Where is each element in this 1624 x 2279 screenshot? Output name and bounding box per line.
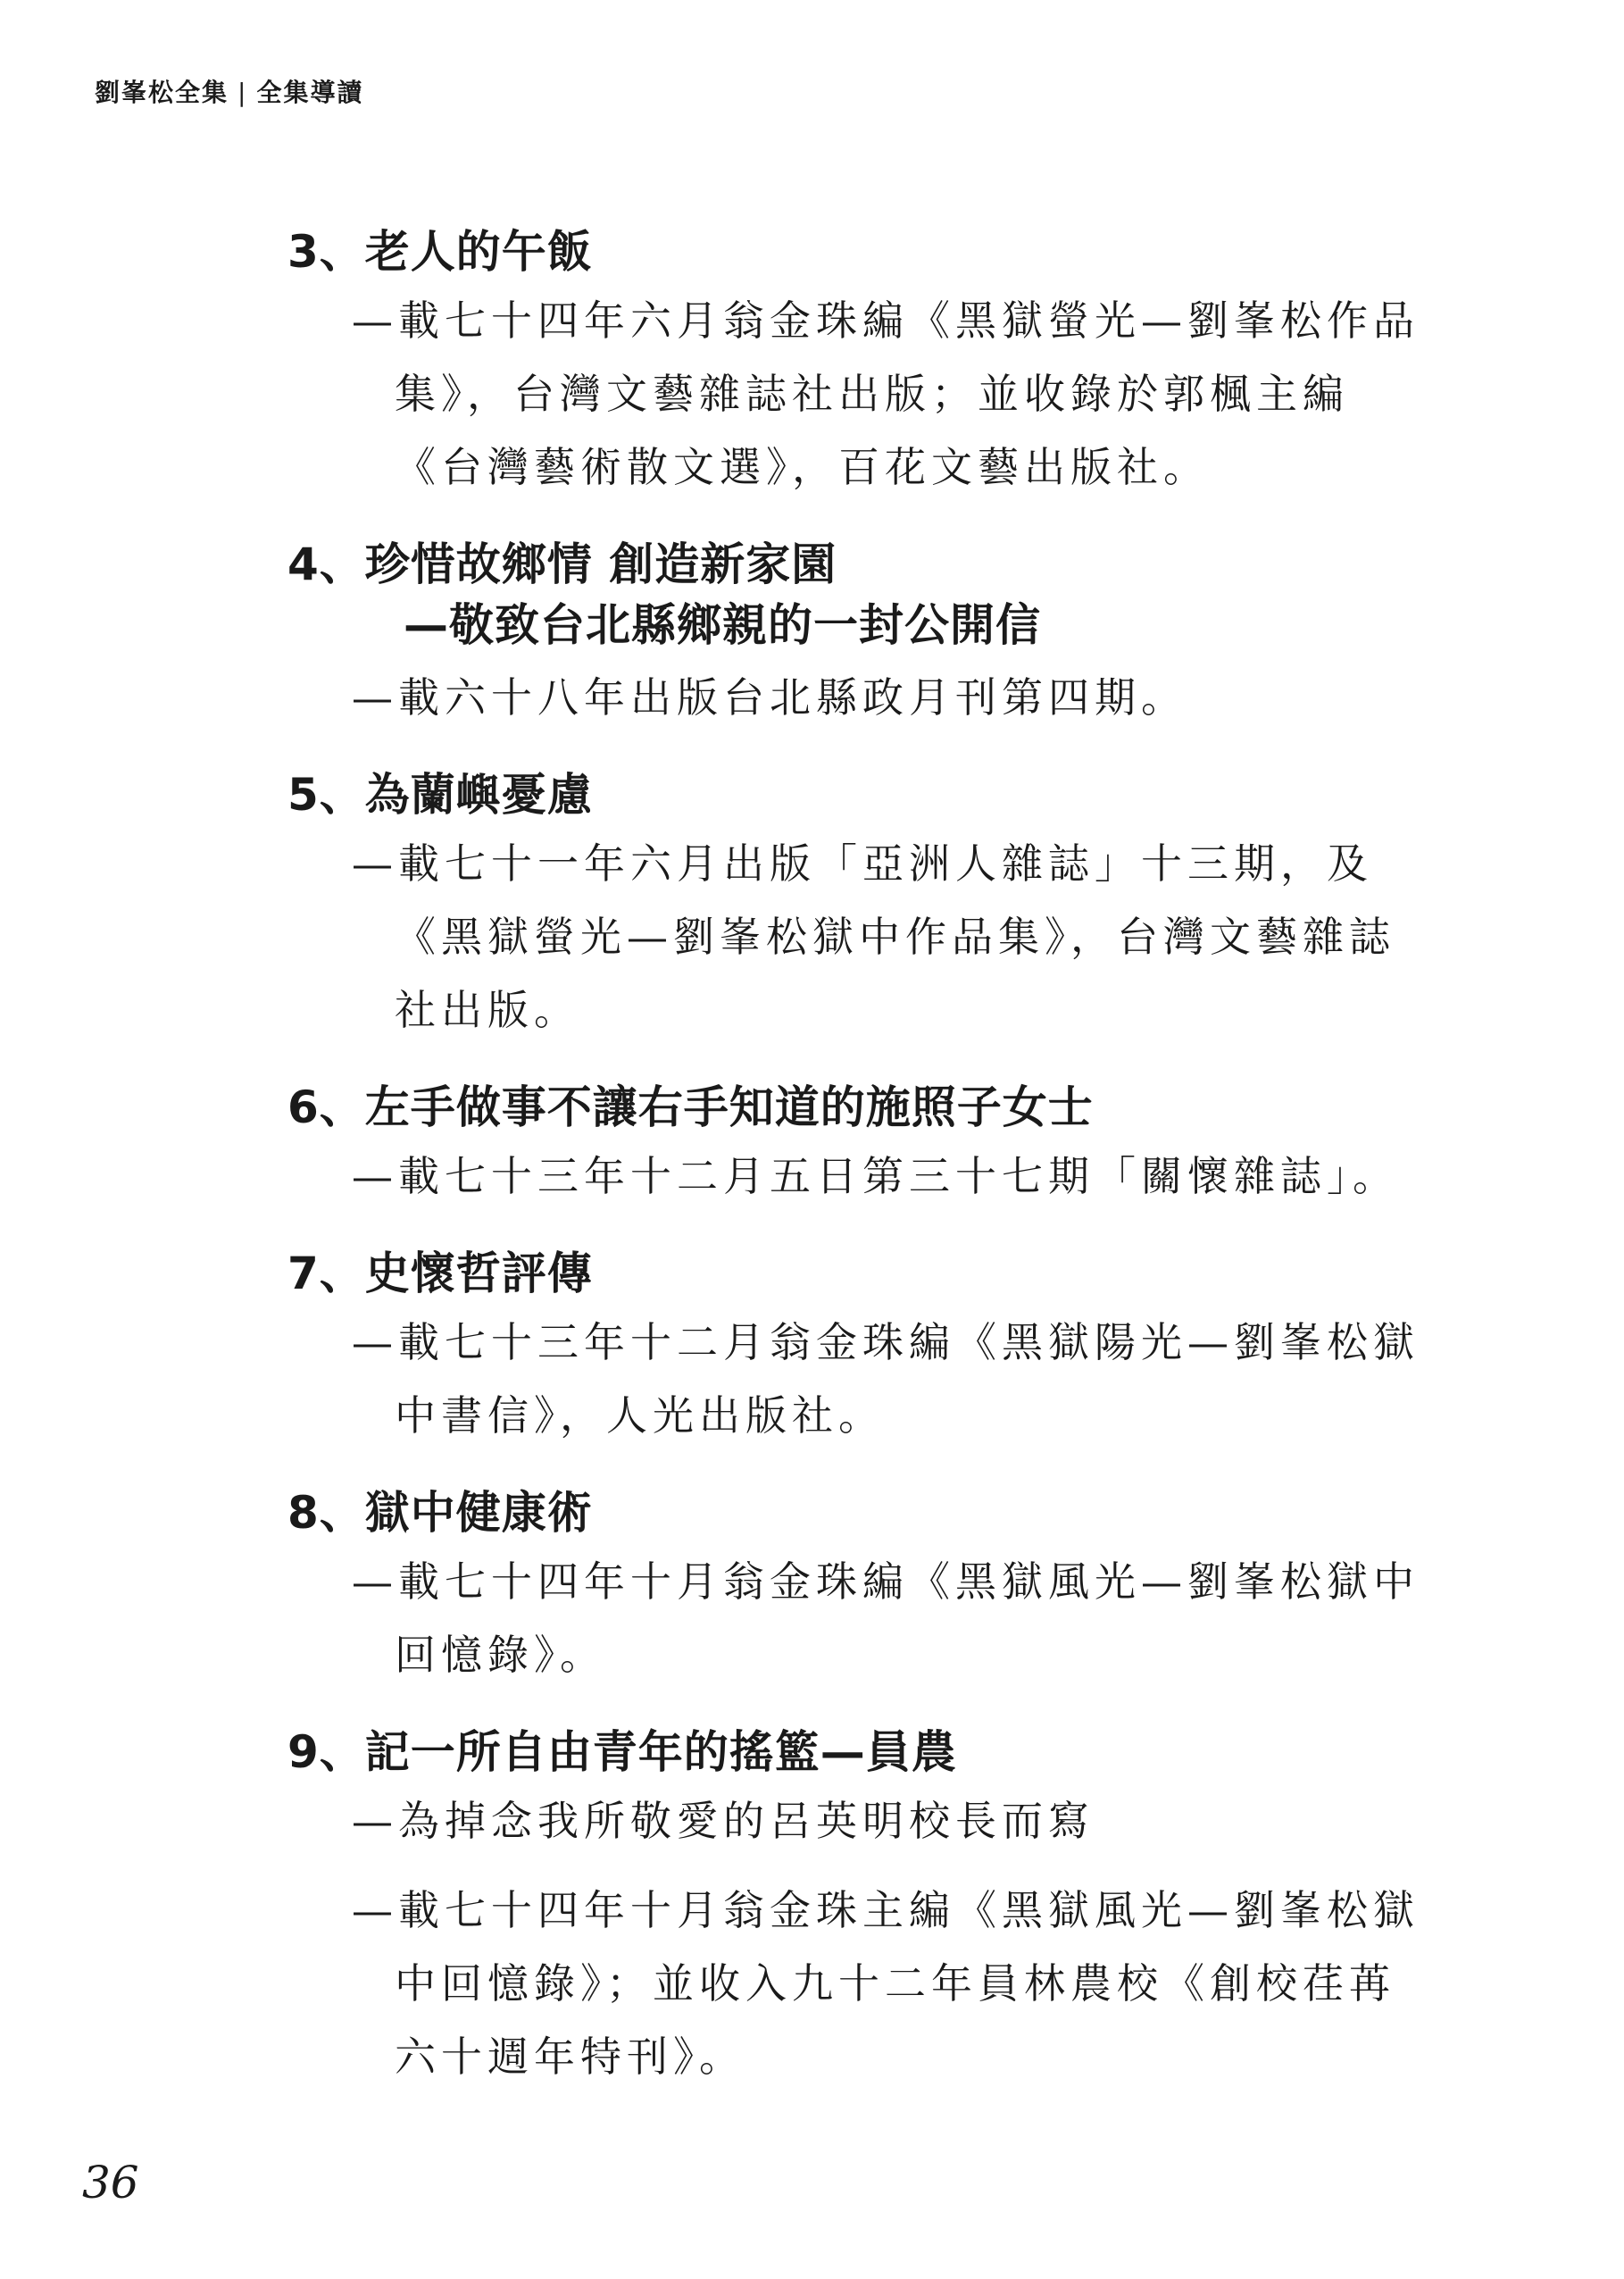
entry-title: 5、為蘭嶼憂慮 (287, 769, 593, 821)
entry-note: —載七十四年十月翁金珠編《黑獄風光—劉峯松獄中回憶錄》。 (352, 1557, 1420, 1679)
entry (287, 1484, 1420, 1691)
entry-title: 7、史懷哲評傳 (287, 1248, 593, 1299)
entry-title: 9、記一所自由青年的搖籃—員農 (287, 1726, 957, 1778)
section-title: 全集導讀 (256, 78, 364, 107)
main-content (287, 223, 1420, 2093)
entry-subtitle: —敬致台北縣鄉親的一封公開信 (404, 599, 1041, 651)
header-separator: | (237, 78, 248, 107)
entry-title: 3、老人的午飯 (287, 226, 593, 278)
entry-title: 6、左手做事不讓右手知道的施照子女士 (287, 1081, 1094, 1133)
entry (287, 1079, 1412, 1213)
entry (287, 536, 1412, 734)
entry (287, 766, 1412, 1047)
entry-note: —載七十三年十二月翁金珠編《黑獄陽光—劉峯松獄中書信》，人光出版社。 (352, 1318, 1420, 1440)
entry-dedication: —為掉念我所敬愛的呂英明校長而寫 (352, 1797, 1095, 1845)
book-title: 劉峯松全集 (95, 78, 229, 107)
entry-note: —載七十四年六月翁金珠編《黑獄螢光—劉峯松作品集》，台灣文藝雜誌社出版；並收錄於郭楓主編《台灣藝術散文選》，百花文藝出版社。 (352, 296, 1420, 491)
entry-note: —載七十三年十二月五日第三十七期「關懷雜誌」。 (352, 1152, 1399, 1200)
entry-note: —載六十八年出版台北縣政月刊第四期。 (352, 673, 1187, 722)
running-head (95, 73, 363, 109)
entry (287, 223, 1420, 504)
entry-title: 4、珍惜故鄉情 創造新家園 (287, 538, 837, 590)
entry-note: —載七十四年十月翁金珠主編《黑獄風光—劉峯松獄中回憶錄》；並收入九十二年員林農校《創校荏苒六十週年特刊》。 (352, 1886, 1420, 2081)
entry-title: 8、獄中健康術 (287, 1487, 593, 1539)
entry-note: —載七十一年六月出版「亞洲人雜誌」十三期，及《黑獄螢光—劉峯松獄中作品集》，台灣文藝雜誌社出版。 (352, 839, 1395, 1034)
entry (287, 1724, 1420, 2093)
page-number: 36 (82, 2157, 139, 2208)
entry (287, 1245, 1420, 1452)
